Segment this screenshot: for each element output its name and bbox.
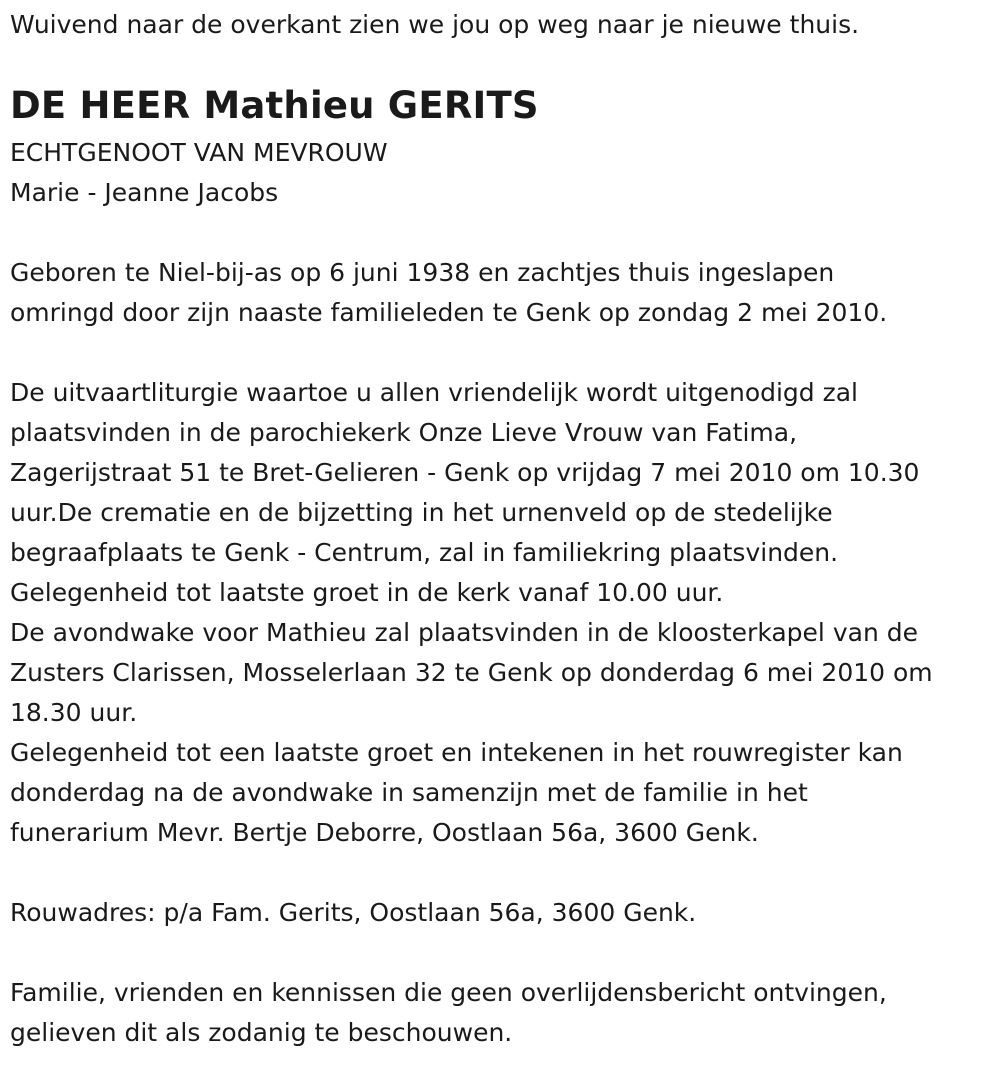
funeral-service-paragraph [10,373,933,853]
paragraph-line: De uitvaartliturgie waartoe u allen vriendelijk wordt uitgenodigd zal [10,378,858,407]
spouse-block [10,133,388,213]
paragraph-line: De avondwake voor Mathieu zal plaatsvinden in de kloosterkapel van de [10,618,918,647]
paragraph-line: Zusters Clarissen, Mosselerlaan 32 te Genk op donderdag 6 mei 2010 om [10,658,933,687]
deceased-name-heading: DE HEER Mathieu GERITS [10,84,539,127]
paragraph-line: Gelegenheid tot laatste groet in de kerk vanaf 10.00 uur. [10,578,724,607]
paragraph-line: omringd door zijn naaste familieleden te Genk op zondag 2 mei 2010. [10,298,888,327]
spouse-name: Marie - Jeanne Jacobs [10,178,279,207]
paragraph-line: funerarium Mevr. Bertje Deborre, Oostlaan 56a, 3600 Genk. [10,818,759,847]
paragraph-line: 18.30 uur. [10,698,138,727]
paragraph-line: donderdag na de avondwake in samenzijn met de familie in het [10,778,808,807]
paragraph-line: Geboren te Niel-bij-as op 6 juni 1938 en zachtjes thuis ingeslapen [10,258,835,287]
paragraph-line: begraafplaats te Genk - Centrum, zal in familiekring plaatsvinden. [10,538,839,567]
paragraph-line: uur.De crematie en de bijzetting in het urnenveld op de stedelijke [10,498,833,527]
paragraph-line: gelieven dit als zodanig te beschouwen. [10,1018,513,1047]
intro-line: Wuivend naar de overkant zien we jou op weg naar je nieuwe thuis. [10,10,860,39]
closing-paragraph [10,973,887,1053]
paragraph-line: Zagerijstraat 51 te Bret-Gelieren - Genk op vrijdag 7 mei 2010 om 10.30 [10,458,920,487]
mourning-address [10,893,696,933]
paragraph-line: Gelegenheid tot een laatste groet en intekenen in het rouwregister kan [10,738,903,767]
paragraph-line: plaatsvinden in de parochiekerk Onze Lieve Vrouw van Fatima, [10,418,798,447]
paragraph-line: Rouwadres: p/a Fam. Gerits, Oostlaan 56a, 3600 Genk. [10,898,697,927]
paragraph-line: Familie, vrienden en kennissen die geen overlijdensbericht ontvingen, [10,978,887,1007]
birth-death-paragraph [10,253,887,333]
spouse-label: ECHTGENOOT VAN MEVROUW [10,138,388,167]
